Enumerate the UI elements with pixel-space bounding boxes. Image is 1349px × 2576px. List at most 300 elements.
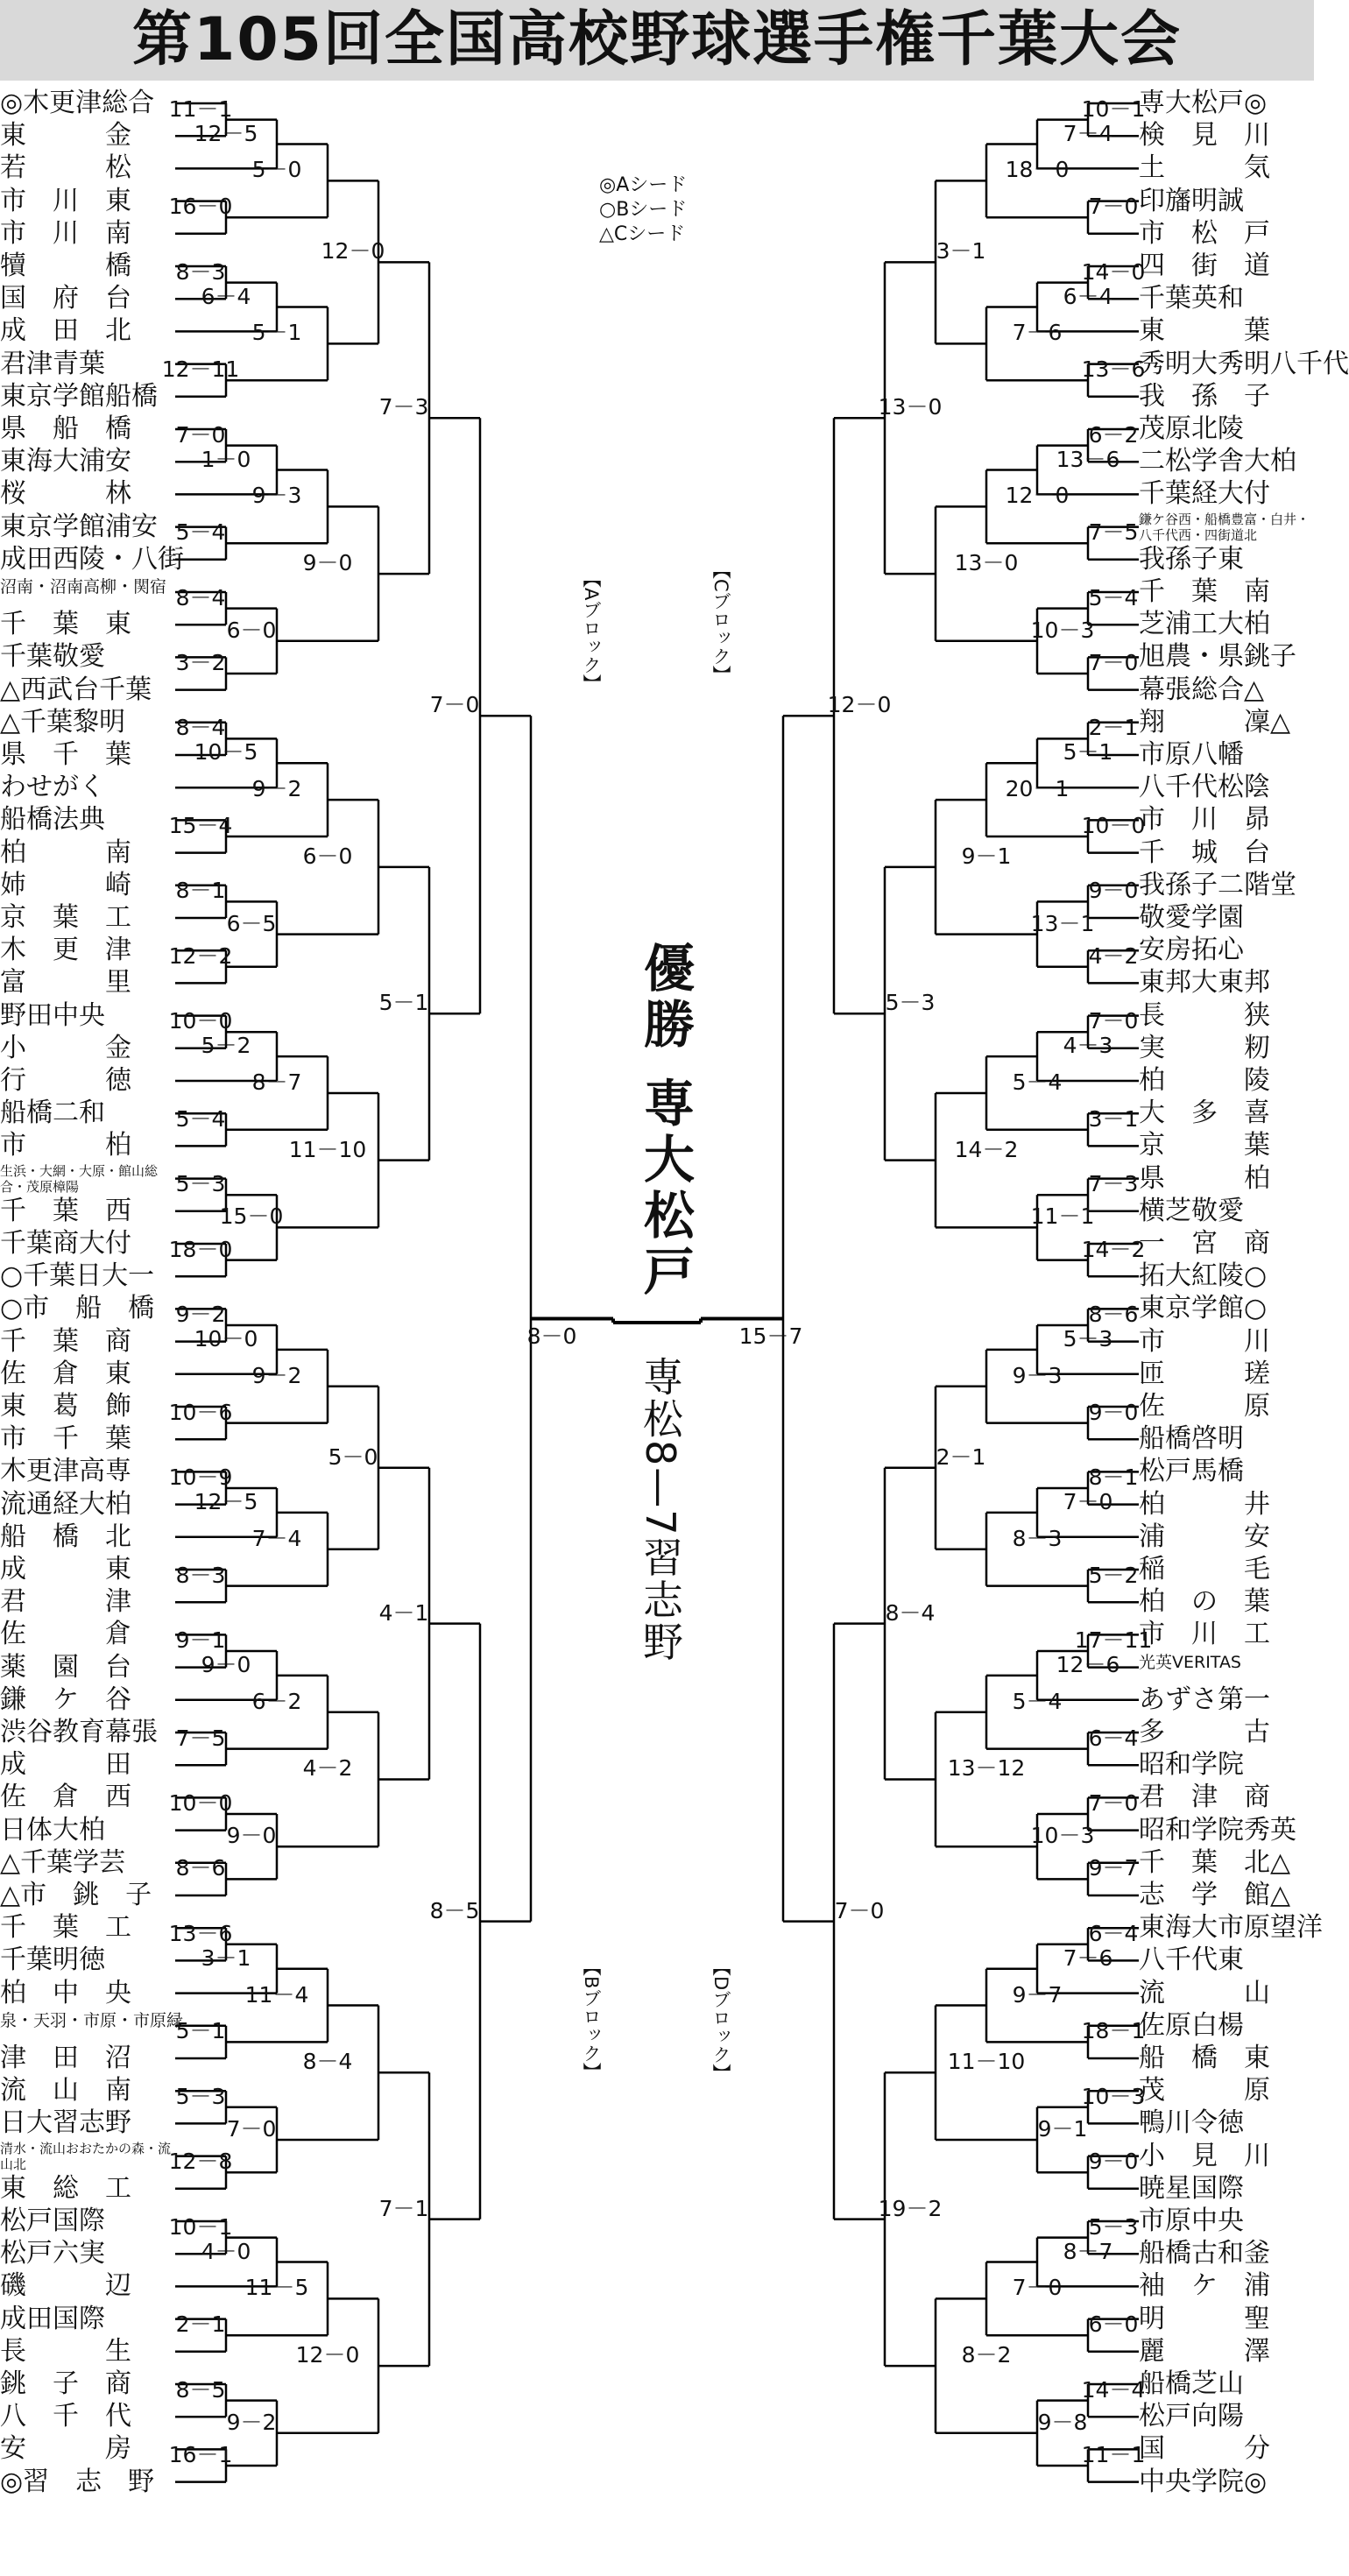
match-score: 9－0	[201, 1651, 251, 1677]
match-score: 6－4	[1063, 283, 1113, 309]
match-score: 5－1	[1063, 739, 1113, 766]
right-team: 暁星国際	[1139, 2172, 1244, 2204]
left-team: 渋谷教育幕張	[0, 1717, 158, 1747]
right-team: 船橋啓明	[1139, 1423, 1244, 1455]
left-team: 佐 倉 西	[0, 1782, 131, 1813]
right-team: 東海大市原望洋	[1139, 1912, 1323, 1944]
left-team: ○市 船 橋	[0, 1293, 155, 1324]
match-score: 10－5	[194, 739, 258, 766]
right-team: 我孫子東	[1139, 543, 1244, 575]
right-team: 茂原北陵	[1139, 413, 1244, 444]
left-team: 沼南・沼南高柳・関宿	[0, 577, 167, 596]
right-team: 匝 瑳	[1139, 1358, 1270, 1389]
semifinal-score-left: 8－0	[526, 1323, 577, 1349]
match-score: 13－6	[1081, 356, 1146, 383]
right-team: 昭和学院秀英	[1139, 1814, 1296, 1846]
left-team: 千葉商大付	[0, 1228, 131, 1259]
match-score: 1－0	[201, 446, 251, 472]
match-score: 3－2	[175, 650, 226, 675]
match-score: 8－3	[175, 1562, 226, 1588]
right-team: 袖 ケ 浦	[1139, 2270, 1270, 2302]
left-team: 千葉明徳	[0, 1944, 105, 1976]
left-team: 銚 子 商	[0, 2368, 131, 2399]
right-team: 翔 凜△	[1139, 706, 1291, 738]
match-score: 9－0	[226, 1823, 277, 1849]
match-score: 9－7	[1088, 1855, 1139, 1881]
left-team: 富 里	[0, 967, 131, 999]
right-team: 市 川 昴	[1139, 804, 1270, 836]
match-score: 13－12	[947, 1755, 1026, 1782]
match-score: 7－5	[1088, 519, 1139, 546]
match-score: 7－6	[1063, 1944, 1113, 1971]
right-team: 鴨川令徳	[1139, 2107, 1244, 2139]
left-team: 木更津高専	[0, 1456, 131, 1487]
match-score: 13－0	[954, 550, 1019, 576]
match-score: 11－1	[1030, 1203, 1095, 1230]
right-team: 専大松戸◎	[1139, 88, 1268, 118]
right-team: 八千代東	[1139, 1944, 1244, 1976]
left-team: 行 徳	[0, 1065, 131, 1096]
right-team: 柏 陵	[1139, 1065, 1270, 1096]
match-score: 4－2	[1088, 942, 1139, 969]
left-team: 日大習志野	[0, 2107, 131, 2139]
left-team: 市 川 東	[0, 185, 131, 216]
match-score: 16－1	[168, 2442, 233, 2467]
match-score: 4－1	[378, 1599, 429, 1626]
match-score: 3－1	[936, 238, 986, 265]
right-team: 松戸向陽	[1139, 2401, 1244, 2432]
match-score: 4－2	[302, 1755, 353, 1782]
right-team: 敬愛学園	[1139, 902, 1244, 933]
match-score: 4－3	[1063, 1033, 1113, 1059]
match-score: 11－5	[244, 2275, 309, 2301]
left-team: 流 山 南	[0, 2075, 131, 2107]
right-team: 千 城 台	[1139, 836, 1270, 868]
right-team: 麗 澤	[1139, 2335, 1270, 2367]
match-score: 8－7	[1063, 2238, 1113, 2264]
match-score: 8－6	[1088, 1302, 1139, 1327]
match-score: 8－2	[961, 2342, 1012, 2368]
left-team: 船 橋 北	[0, 1521, 131, 1552]
match-score: 3－1	[1088, 1105, 1139, 1132]
left-team: ◎習 志 野	[0, 2466, 155, 2497]
right-team: 茂 原	[1139, 2075, 1270, 2107]
left-team: 佐 倉	[0, 1619, 131, 1650]
match-score: 19－2	[878, 2195, 943, 2221]
left-team: 君 津	[0, 1586, 131, 1618]
left-team: 県 千 葉	[0, 739, 131, 770]
match-score: 9－2	[251, 776, 302, 802]
match-score: 10－3	[1030, 617, 1095, 643]
left-team: 柏 南	[0, 836, 131, 868]
match-score: 14－2	[1081, 1236, 1146, 1262]
match-score: 17－11	[1074, 1627, 1153, 1653]
match-score: 9－3	[1012, 1362, 1063, 1388]
match-score: 7－0	[834, 1897, 885, 1923]
match-score: 12－6	[1056, 1651, 1120, 1677]
right-team: 秀明大秀明八千代	[1139, 348, 1349, 379]
match-score: 10－3	[1081, 2083, 1146, 2109]
left-team: △千葉学芸	[0, 1846, 126, 1878]
match-score: 11－1	[1081, 2442, 1146, 2467]
match-score: 20－1	[1005, 776, 1070, 802]
right-team: 実 籾	[1139, 1032, 1270, 1063]
match-score: 9－0	[1088, 878, 1139, 904]
left-team: 東 金	[0, 120, 131, 152]
right-team: 市原八幡	[1139, 739, 1244, 770]
match-score: 5－0	[251, 157, 302, 183]
left-team: 国 府 台	[0, 283, 131, 314]
match-score: 7－4	[1063, 120, 1113, 146]
left-team: 姉 崎	[0, 869, 131, 900]
right-team: 浦 安	[1139, 1521, 1270, 1552]
match-score: 10－6	[168, 1399, 233, 1425]
left-team: 八 千 代	[0, 2401, 131, 2432]
left-team: 船橋二和	[0, 1097, 105, 1129]
right-team: 稲 毛	[1139, 1554, 1270, 1584]
page-title: 第105回全国高校野球選手権千葉大会	[0, 0, 1314, 81]
match-score: 11－10	[288, 1136, 367, 1162]
block-label-b: 【Bブロック】	[581, 1958, 602, 2081]
match-score: 2－1	[1088, 715, 1139, 741]
right-team: 昭和学院	[1139, 1749, 1244, 1781]
left-team: 東 葛 飾	[0, 1391, 131, 1422]
match-score: 5－4	[175, 519, 226, 546]
match-score: 13－6	[1056, 446, 1120, 472]
left-team: 県 船 橋	[0, 413, 131, 444]
match-score: 5－4	[1012, 1069, 1063, 1095]
right-team: 大 多 喜	[1139, 1097, 1270, 1129]
match-score: 10－0	[168, 1008, 233, 1034]
right-team: 市 松 戸	[1139, 217, 1270, 249]
right-team: 我孫子二階堂	[1139, 869, 1296, 900]
match-score: 5－4	[1088, 584, 1139, 610]
match-score: 5－2	[1088, 1562, 1139, 1588]
match-score: 15－0	[219, 1203, 284, 1230]
right-team: 印旛明誠	[1139, 185, 1244, 216]
match-score: 9－2	[251, 1362, 302, 1388]
match-score: 12－5	[194, 120, 258, 146]
right-team: 東邦大東邦	[1139, 967, 1270, 999]
left-team: 磯 辺	[0, 2270, 131, 2302]
match-score: 9－0	[1088, 1399, 1139, 1425]
match-score: 18－1	[1081, 2018, 1146, 2044]
right-team: 千葉経大付	[1139, 478, 1270, 510]
match-score: 8－1	[1088, 1464, 1139, 1490]
block-label-d: 【Dブロック】	[710, 1958, 731, 2083]
right-team: 県 柏	[1139, 1162, 1270, 1194]
match-score: 6－4	[201, 283, 251, 309]
right-team: 東 葉	[1139, 315, 1270, 347]
right-team: 東京学館○	[1139, 1293, 1268, 1324]
right-team: 市 川 工	[1139, 1619, 1270, 1650]
left-team: 小 金	[0, 1032, 131, 1063]
match-score: 2－1	[175, 2311, 226, 2338]
match-score: 6－2	[251, 1688, 302, 1714]
right-team: 京 葉	[1139, 1130, 1270, 1161]
match-score: 5－1	[378, 990, 429, 1016]
legend-item: ◎Aシード	[599, 174, 688, 196]
right-team: 国 分	[1139, 2433, 1270, 2465]
match-score: 7－0	[1012, 2275, 1063, 2301]
right-team: 一 宮 商	[1139, 1228, 1270, 1259]
final-result: 専松8—7習志野	[637, 1356, 684, 1663]
legend-item: ○Bシード	[599, 199, 688, 221]
left-team: 柏 中 央	[0, 1977, 131, 2008]
right-team: 検 見 川	[1139, 120, 1270, 152]
left-team: 木 更 津	[0, 935, 131, 966]
left-team: 流通経大柏	[0, 1488, 131, 1520]
right-team: 船橋芝山	[1139, 2368, 1244, 2399]
match-score: 12－11	[161, 356, 240, 383]
match-score: 8－7	[251, 1069, 302, 1095]
right-team: 佐 原	[1139, 1391, 1270, 1422]
block-label-c: 【Cブロック】	[710, 561, 731, 684]
match-score: 15－4	[168, 813, 233, 838]
match-score: 5－2	[201, 1033, 251, 1059]
match-score: 5－0	[328, 1443, 378, 1470]
match-score: 8－5	[429, 1897, 480, 1923]
left-team: 東京学館船橋	[0, 380, 158, 412]
match-score: 6－0	[1088, 2311, 1139, 2338]
left-team: 成田国際	[0, 2303, 105, 2334]
match-score: 7－0	[1088, 194, 1139, 220]
right-team: 千 葉 北△	[1139, 1846, 1291, 1878]
match-score: 5－3	[175, 1171, 226, 1197]
semifinal-score-right: 15－7	[738, 1323, 803, 1349]
left-team: 松戸国際	[0, 2205, 105, 2236]
left-team: 千 葉 工	[0, 1912, 131, 1944]
match-score: 4－0	[201, 2238, 251, 2264]
left-team: 千葉敬愛	[0, 641, 105, 673]
right-team: 佐原白楊	[1139, 2009, 1244, 2041]
match-score: 9－8	[1037, 2409, 1088, 2435]
right-team: 千 葉 南	[1139, 576, 1270, 607]
match-score: 5－3	[885, 990, 936, 1016]
match-score: 14－4	[1081, 2376, 1146, 2403]
match-score: 9－0	[1088, 2149, 1139, 2175]
left-team: ○千葉日大一	[0, 1260, 155, 1292]
right-team: 市原中央	[1139, 2205, 1244, 2236]
left-team: 成田西陵・八街	[0, 543, 184, 575]
left-team: ◎木更津総合	[0, 88, 155, 118]
right-team: あずさ第一	[1139, 1683, 1270, 1715]
match-score: 5－1	[251, 320, 302, 346]
match-score: 13－6	[168, 1920, 233, 1946]
match-score: 9－1	[175, 1627, 226, 1653]
match-score: 14－2	[954, 1136, 1019, 1162]
match-score: 5－4	[175, 1105, 226, 1132]
right-team: 多 古	[1139, 1717, 1270, 1747]
match-score: 5－3	[175, 2083, 226, 2109]
right-team: 光英VERITAS	[1139, 1652, 1241, 1672]
right-team: 君 津 商	[1139, 1782, 1270, 1813]
left-team: 犢 橋	[0, 251, 131, 281]
right-team: 安房拓心	[1139, 935, 1244, 966]
match-score: 7－6	[1012, 320, 1063, 346]
right-team: 千葉英和	[1139, 283, 1244, 314]
match-score: 8－4	[885, 1599, 936, 1626]
match-score: 7－1	[378, 2195, 429, 2221]
match-score: 6－4	[1088, 1725, 1139, 1751]
match-score: 10－1	[168, 2213, 233, 2240]
right-team: 横芝敬愛	[1139, 1195, 1244, 1226]
match-score: 8－4	[175, 584, 226, 610]
left-team: 薬 園 台	[0, 1651, 131, 1683]
left-team: 若 松	[0, 152, 131, 184]
left-team: 成 東	[0, 1554, 131, 1584]
match-score: 8－5	[175, 2376, 226, 2403]
left-team: 長 生	[0, 2335, 131, 2367]
match-score: 12－2	[168, 942, 233, 969]
match-score: 6－0	[302, 843, 353, 869]
legend-item: △Cシード	[599, 223, 686, 245]
right-team: 小 見 川	[1139, 2140, 1270, 2171]
match-score: 13－0	[878, 394, 943, 420]
right-team: 四 街 道	[1139, 251, 1270, 281]
match-score: 6－5	[226, 910, 277, 936]
match-score: 12－5	[194, 1488, 258, 1514]
match-score: 9－0	[302, 550, 353, 576]
right-team: 船 橋 東	[1139, 2043, 1270, 2073]
right-team: 流 山	[1139, 1977, 1270, 2008]
match-score: 6－0	[226, 617, 277, 643]
left-team: 日体大柏	[0, 1814, 105, 1846]
match-score: 10－0	[1081, 813, 1146, 838]
match-score: 9－2	[175, 1302, 226, 1327]
match-score: 8－6	[175, 1855, 226, 1881]
match-score: 7－0	[226, 2116, 277, 2142]
match-score: 2－1	[936, 1443, 986, 1470]
match-score: 12－0	[827, 692, 892, 718]
match-score: 9－3	[251, 483, 302, 509]
left-team: △西武台千葉	[0, 674, 152, 705]
right-team: 幕張総合△	[1139, 674, 1265, 705]
left-team: 成 田 北	[0, 315, 131, 347]
right-team: 土 気	[1139, 152, 1270, 184]
match-score: 5－4	[1012, 1688, 1063, 1714]
block-label-a: 【Aブロック】	[581, 569, 602, 693]
match-score: 3－1	[201, 1944, 251, 1971]
left-team: 清水・流山おおたかの森・流山北	[0, 2140, 172, 2172]
left-team: 東京学館浦安	[0, 511, 158, 542]
left-team: 桜 林	[0, 478, 131, 510]
match-score: 8－3	[1012, 1525, 1063, 1551]
right-team: 長 狭	[1139, 999, 1270, 1031]
match-score: 9－1	[1037, 2116, 1088, 2142]
right-team: 松戸馬橋	[1139, 1456, 1244, 1487]
left-team: 千 葉 西	[0, 1195, 131, 1226]
right-team: 明 聖	[1139, 2303, 1270, 2334]
match-score: 7－0	[175, 421, 226, 448]
match-score: 7－0	[1088, 1790, 1139, 1816]
right-team: 鎌ケ谷西・船橋豊富・白井・八千代西・四街道北	[1139, 511, 1310, 543]
match-score: 18－0	[1005, 157, 1070, 183]
left-team: わせがく	[0, 772, 105, 803]
match-score: 5－3	[1088, 2213, 1139, 2240]
match-score: 10－9	[168, 1464, 233, 1490]
right-team: 船橋古和釜	[1139, 2238, 1270, 2269]
match-score: 8－1	[175, 878, 226, 904]
match-score: 16－0	[168, 194, 233, 220]
match-score: 7－0	[1088, 1008, 1139, 1034]
left-team: 京 葉 工	[0, 902, 131, 933]
left-team: 東海大浦安	[0, 446, 131, 477]
match-score: 6－2	[1088, 421, 1139, 448]
match-score: 11－4	[244, 1981, 309, 2008]
match-score: 13－1	[1030, 910, 1095, 936]
match-score: 9－2	[226, 2409, 277, 2435]
match-score: 7－0	[429, 692, 480, 718]
left-team: 鎌 ケ 谷	[0, 1683, 131, 1715]
right-team: 拓大紅陵○	[1139, 1260, 1268, 1292]
match-score: 7－5	[175, 1725, 226, 1751]
match-score: 5－1	[175, 2018, 226, 2044]
match-score: 10－3	[1030, 1823, 1095, 1849]
right-team: 柏 井	[1139, 1488, 1270, 1520]
match-score: 10－0	[194, 1325, 258, 1352]
match-score: 8－4	[302, 2049, 353, 2075]
left-team: 市 柏	[0, 1130, 131, 1161]
left-team: △千葉黎明	[0, 706, 126, 738]
right-team: 旭農・県銚子	[1139, 641, 1296, 673]
match-score: 10－0	[168, 1790, 233, 1816]
right-team: 柏 の 葉	[1139, 1586, 1270, 1618]
left-team: 泉・天羽・市原・市原緑	[0, 2010, 184, 2030]
match-score: 12－8	[168, 2149, 233, 2175]
match-score: 11－1	[168, 95, 233, 122]
left-team: 君津青葉	[0, 348, 105, 379]
match-score: 8－3	[175, 258, 226, 285]
right-team: 八千代松陰	[1139, 772, 1270, 803]
match-score: 7－4	[251, 1525, 302, 1551]
right-team: 我 孫 子	[1139, 380, 1270, 412]
left-team: 佐 倉 東	[0, 1358, 131, 1389]
left-team: 松戸六実	[0, 2238, 105, 2269]
match-score: 11－10	[947, 2049, 1026, 2075]
match-score: 12－0	[1005, 483, 1070, 509]
left-team: 東 総 工	[0, 2172, 131, 2204]
left-team: 市 千 葉	[0, 1423, 131, 1455]
match-score: 10－1	[1081, 95, 1146, 122]
match-score: 18－0	[168, 1236, 233, 1262]
match-score: 9－7	[1012, 1981, 1063, 2008]
match-score: 7－0	[1063, 1488, 1113, 1514]
match-score: 7－3	[1088, 1171, 1139, 1197]
left-team: 生浜・大網・大原・館山総合・茂原樟陽	[0, 1162, 159, 1195]
match-score: 8－4	[175, 715, 226, 741]
left-team: 船橋法典	[0, 804, 105, 836]
match-score: 14－0	[1081, 258, 1146, 285]
left-team: 安 房	[0, 2433, 131, 2465]
match-score: 7－3	[378, 394, 429, 420]
match-score: 7－0	[1088, 650, 1139, 675]
left-team: 市 川 南	[0, 217, 131, 249]
right-team: 中央学院◎	[1139, 2466, 1268, 2497]
left-team: 野田中央	[0, 999, 105, 1031]
match-score: 6－4	[1088, 1920, 1139, 1946]
match-score: 12－0	[321, 238, 385, 265]
left-team: 成 田	[0, 1749, 131, 1781]
match-score: 9－1	[961, 843, 1012, 869]
champion-label: 優勝 専大松戸	[635, 942, 695, 1302]
right-team: 芝浦工大柏	[1139, 609, 1270, 640]
right-team: 市 川	[1139, 1325, 1270, 1357]
left-team: 千 葉 東	[0, 609, 131, 640]
left-team: △市 銚 子	[0, 1880, 152, 1910]
left-team: 津 田 沼	[0, 2043, 131, 2073]
match-score: 12－0	[295, 2342, 360, 2368]
